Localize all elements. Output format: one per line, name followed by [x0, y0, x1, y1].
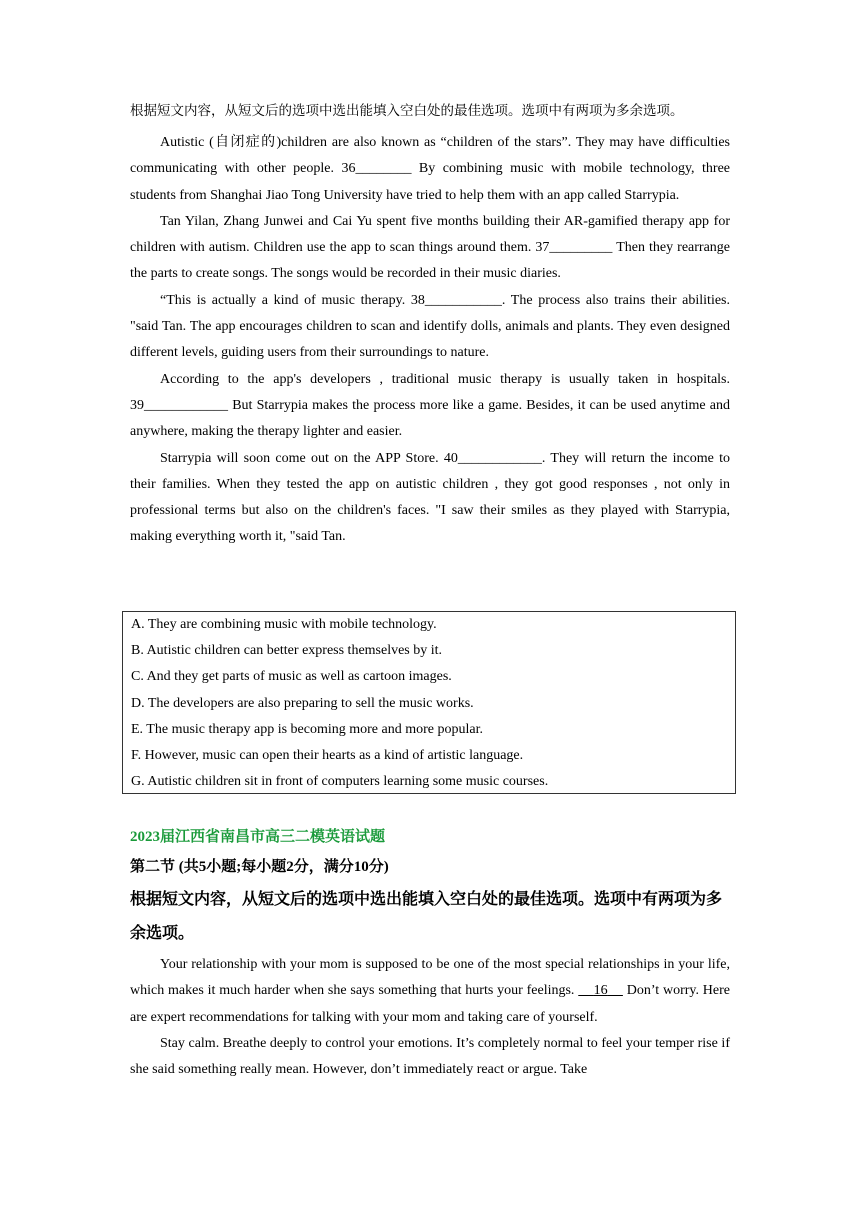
option-d: D. The developers are also preparing to sell the music works.: [131, 695, 474, 711]
option-c: C. And they get parts of music as well as cartoon images.: [131, 669, 452, 685]
paragraph-2-2: Stay calm. Breathe deeply to control your emotions. It’s completely normal to feel your temper rise if she said something really mean. However, don’t immediately react or argue. Take: [130, 1035, 730, 1078]
option-f: F. However, music can open their hearts as a kind of artistic language.: [131, 748, 524, 764]
instruction-text-2: 根据短文内容，从短文后的选项中选出能填入空白处的最佳选项。选项中有两项为多余选项。: [130, 889, 723, 942]
option-e: E. The music therapy app is becoming more and more popular.: [131, 721, 483, 737]
paragraph-3: “This is actually a kind of music therapy. 38___________. The process also trains their abilities. "said Tan. The app encourages children to scan and identify dolls, animals and plants. They even designed different levels, guiding users from their surroundings to nature.: [130, 292, 730, 361]
exam-title: 2023届江西省南昌市高三二模英语试题: [130, 829, 386, 845]
instruction-text: 根据短文内容，从短文后的选项中选出能填入空白处的最佳选项。选项中有两项为多余选项。: [130, 103, 684, 119]
option-g: G. Autistic children sit in front of computers learning some music courses.: [131, 774, 549, 790]
paragraph-2: Tan Yilan, Zhang Junwei and Cai Yu spent five months building their AR-gamified therapy app for children with autism. Children use the app to scan things around them. 37_________ Then they rearrange the parts to create songs. The songs would be recorded in their music diaries.: [130, 213, 730, 282]
part-header: 第二节 (共5小题;每小题2分，满分10分): [130, 859, 389, 875]
paragraph-2-1-after: Don’t worry. Here are expert recommendations for talking with your mom and taking care of yourself.: [130, 983, 731, 1025]
paragraph-2-1-text: Your relationship with your mom is supposed to be one of the most special relationships in your life, which makes it much harder when she says something that hurts your feelings.: [130, 957, 730, 999]
passage-1: [130, 96, 730, 551]
option-b: B. Autistic children can better express themselves by it.: [131, 643, 443, 659]
blank-16: [578, 983, 623, 998]
blank-16-number: 16: [593, 983, 608, 999]
passage-2: [130, 822, 730, 1083]
paragraph-2-1: [130, 952, 730, 1031]
option-a: A. They are combining music with mobile technology.: [131, 617, 437, 632]
paragraph-1: Autistic (自闭症的)children are also known as “children of the stars”. They may have difficulties communicating with other people. 36________ By combining music with mobile technology, three students from Shanghai Jiao Tong University have tried to help them with an app called Starrypia.: [130, 135, 730, 203]
paragraph-5: Starrypia will soon come out on the APP Store. 40____________. They will return the income to their families. When they tested the app on autistic children , they got good responses , not only in professional terms but also on the children's faces. "I saw their smiles as they played with Starrypia, making everything worth it, "said Tan.: [130, 450, 730, 545]
options-box: [122, 611, 736, 794]
paragraph-4: According to the app's developers , traditional music therapy is usually taken in hospitals. 39____________ But Starrypia makes the process more like a game. Besides, it can be used anytime and anywhere, making the therapy lighter and easier.: [130, 371, 730, 440]
